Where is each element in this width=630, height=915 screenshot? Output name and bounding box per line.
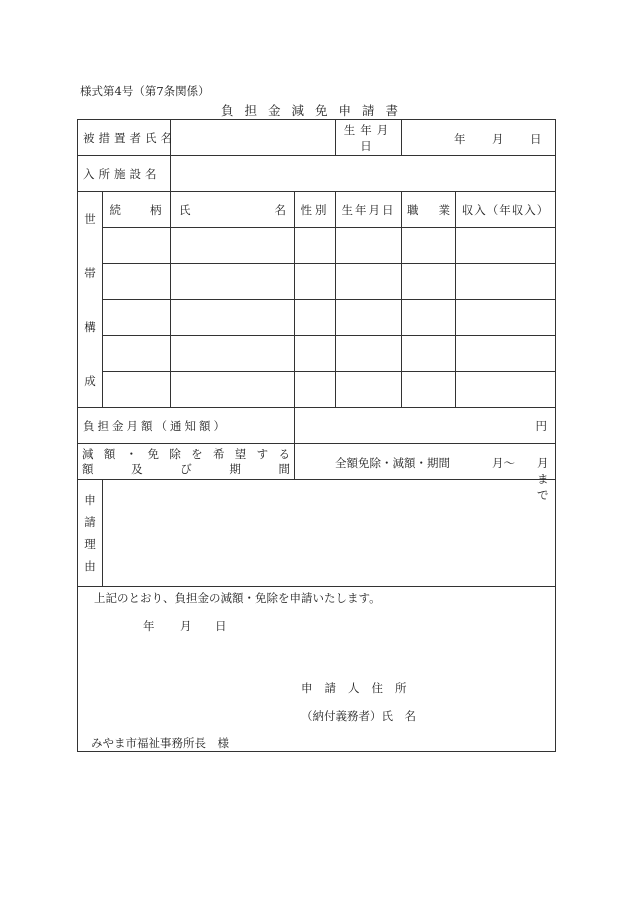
header-occupation-right: 業: [438, 202, 450, 217]
reason-section-label: [78, 480, 103, 587]
from-month: 月～: [492, 456, 515, 470]
applicant-birth-field[interactable]: [402, 120, 556, 156]
facility-label: 入所施設名: [78, 156, 171, 192]
birthdate-cell[interactable]: [336, 300, 402, 336]
birthdate-cell[interactable]: [336, 336, 402, 372]
desired-row: [78, 444, 556, 480]
declaration-statement: 上記のとおり、負担金の減額・免除を申請いたします。: [94, 591, 381, 605]
addressee: みやま市福祉事務所長 様: [91, 736, 229, 750]
income-cell[interactable]: [456, 336, 556, 372]
household-row: [78, 300, 556, 336]
to-month: 月まで: [537, 456, 549, 502]
obligor-name-label: （納付義務者）氏 名: [301, 709, 416, 723]
name-cell[interactable]: [171, 336, 295, 372]
occupation-cell[interactable]: [402, 228, 456, 264]
gender-cell[interactable]: [295, 300, 336, 336]
gender-cell[interactable]: [295, 228, 336, 264]
reason-char: 申: [84, 493, 96, 507]
household-header-row: [78, 192, 556, 228]
household-char: 成: [84, 373, 96, 388]
gender-cell[interactable]: [295, 264, 336, 300]
gender-cell[interactable]: [295, 336, 336, 372]
date-month-unit: 月: [180, 619, 192, 633]
desired-field[interactable]: [295, 444, 556, 502]
reason-char: 由: [84, 559, 96, 573]
facility-field[interactable]: [171, 156, 556, 192]
declaration-row: [78, 587, 556, 752]
occupation-cell[interactable]: [402, 372, 456, 408]
monthly-fee-field[interactable]: [295, 408, 556, 444]
header-gender: 性別: [295, 192, 336, 228]
birthdate-cell[interactable]: [336, 372, 402, 408]
applicant-name-field[interactable]: [171, 120, 336, 156]
monthly-fee-label: 負担金月額（通知額）: [78, 408, 295, 444]
applicant-birth-label: 生年月日: [336, 120, 402, 156]
header-name: [171, 192, 295, 228]
gender-cell[interactable]: [295, 372, 336, 408]
applicant-name-label: 被措置者氏名: [78, 120, 171, 156]
reason-char: 理: [84, 537, 96, 551]
income-cell[interactable]: [456, 228, 556, 264]
desired-label-line1: 減 額 ・ 免 除 を 希 望 す る: [82, 446, 290, 461]
reason-char: 請: [84, 515, 96, 529]
occupation-cell[interactable]: [402, 300, 456, 336]
relation-cell[interactable]: [103, 372, 171, 408]
relation-cell[interactable]: [103, 264, 171, 300]
household-row: [78, 372, 556, 408]
income-cell[interactable]: [456, 300, 556, 336]
household-row: [78, 336, 556, 372]
household-section-label: [78, 192, 103, 408]
facility-row: [78, 156, 556, 192]
applicant-address-label: 申請人住所: [301, 681, 419, 695]
birth-year-unit: 年: [454, 132, 466, 146]
header-name-right: 名: [274, 202, 286, 217]
birthdate-cell[interactable]: [336, 264, 402, 300]
name-cell[interactable]: [171, 300, 295, 336]
desired-label-line2: 額 及 び 期 間: [82, 461, 290, 476]
application-form-table: [77, 119, 556, 752]
relation-cell[interactable]: [103, 228, 171, 264]
household-char: 帯: [84, 265, 96, 280]
household-row: [78, 228, 556, 264]
occupation-cell[interactable]: [402, 336, 456, 372]
relation-cell[interactable]: [103, 300, 171, 336]
form-number: 様式第4号（第7条関係）: [80, 84, 210, 98]
birth-day-unit: 日: [530, 132, 542, 146]
header-income: 収入（年収入）: [456, 192, 556, 228]
birthdate-cell[interactable]: [336, 228, 402, 264]
header-birthdate: 生年月日: [336, 192, 402, 228]
name-cell[interactable]: [171, 264, 295, 300]
header-occupation: [402, 192, 456, 228]
household-row: [78, 264, 556, 300]
applicant-row: [78, 120, 556, 156]
form-title: 負担金減免申請書: [220, 103, 409, 118]
income-cell[interactable]: [456, 372, 556, 408]
header-name-left: 氏: [179, 202, 191, 217]
household-char: 世: [84, 211, 96, 226]
household-char: 構: [84, 319, 96, 334]
declaration-cell: [78, 587, 556, 752]
occupation-cell[interactable]: [402, 264, 456, 300]
date-day-unit: 日: [215, 619, 227, 633]
birth-month-unit: 月: [492, 132, 504, 146]
header-relation: 続 柄: [103, 192, 171, 228]
monthly-fee-row: [78, 408, 556, 444]
exemption-options: 全額免除・減額・期間: [335, 456, 450, 470]
name-cell[interactable]: [171, 228, 295, 264]
name-cell[interactable]: [171, 372, 295, 408]
reason-row: [78, 480, 556, 587]
date-year-unit: 年: [143, 619, 155, 633]
desired-label: [78, 444, 295, 480]
header-occupation-left: 職: [407, 202, 419, 217]
income-cell[interactable]: [456, 264, 556, 300]
relation-cell[interactable]: [103, 336, 171, 372]
yen-unit: 円: [535, 418, 547, 433]
reason-field[interactable]: [103, 480, 556, 587]
